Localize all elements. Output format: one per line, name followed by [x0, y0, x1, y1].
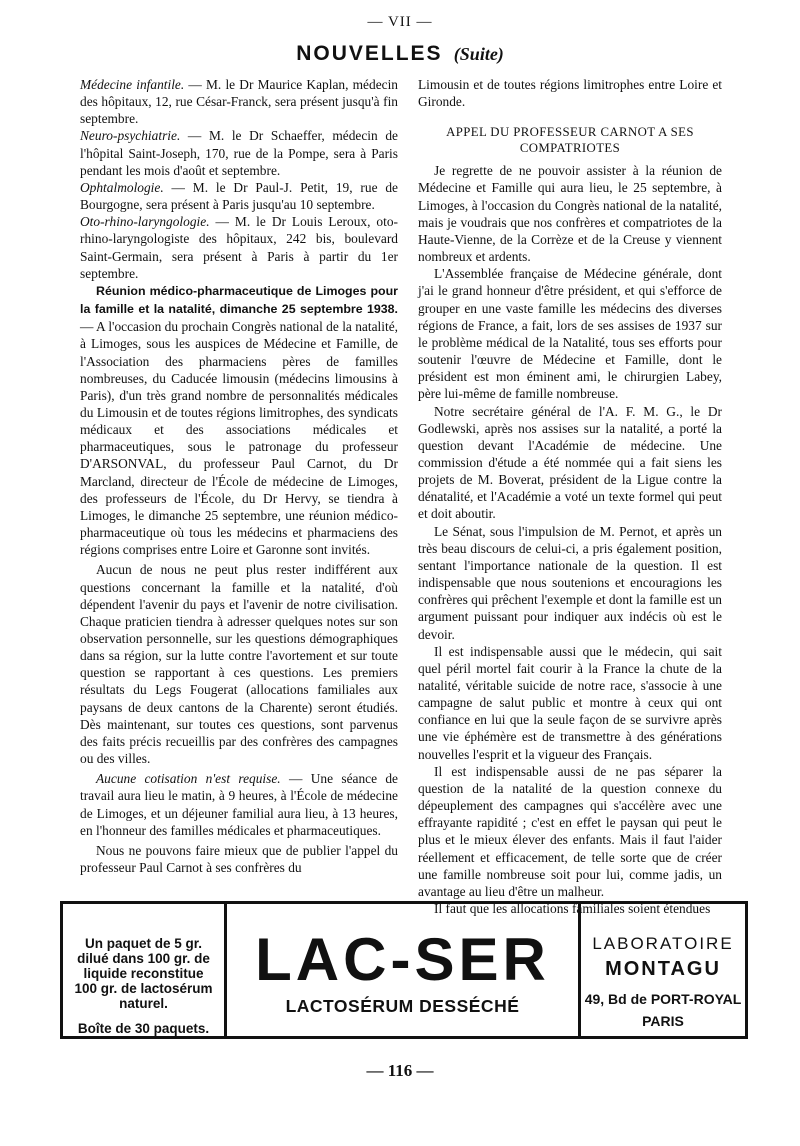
paragraph: Je regrette de ne pouvoir assister à la réunion de Médecine et Famille qui aura lieu, le 25 septembre, à Limoges, à l'occasion du Congrès national de la natalité, mais je voudrais que nos confrères et compatriotes de la Haute-Vienne, de la Corrèze et de la Creuse y viennent nombreux et ardents. — [418, 163, 722, 265]
section-title — [0, 41, 800, 66]
brand-subtitle: LACTOSÉRUM DESSÉCHÉ — [285, 996, 520, 1016]
paragraph: Le Sénat, sous l'impulsion de M. Pernot, et après un très beau discours de celui-ci, a pris également position, sentant l'importance nationale de la question. Il est indispensable que nous soutenions et encouragions les confrères qui prêchent l'exemple et dont la famille est un argument puissant pour indiquer aux indécis où est le devoir. — [418, 523, 722, 642]
paragraph: Il est indispensable aussi de ne pas séparer la question de la natalité de la question connexe du dépeuplement des campagnes qui s'accélère avec une effrayante rapidité ; c'est en effet le paysan qui peut le plus et le mieux élever des enfants. Mais il faut l'aider réellement et efficacement, de telle sorte que de créer une famille nombreuse soit pour lui, comme jadis, un avantage au lieu d'être un malheur. — [418, 763, 722, 899]
item-label: Médecine infantile. — [80, 77, 185, 92]
paragraph-continuation: Limousin et de toutes régions limitrophes entre Loire et Gironde. — [418, 77, 722, 110]
ad-packets: Boîte de 30 paquets. — [77, 1021, 210, 1036]
lab-city: PARIS — [642, 1013, 684, 1029]
paragraph: Notre secrétaire général de l'A. F. M. G., le Dr Godlewski, après nos assises sur la natalité, a porté la question devant l'Académie de médecine. Une commission d'étude a été nommée qui a fait siens les projets de M. Boverat, président de la Ligue contre la dénatalité, et l'Académie a voté un texte formel qui peut et doit aboutir. — [418, 403, 722, 522]
title-suite: (Suite) — [453, 44, 504, 64]
appeal-heading: APPEL DU PROFESSEUR CARNOT A SES COMPATRIOTES — [446, 125, 694, 156]
ad-brand-box — [227, 904, 581, 1036]
item-label: Aucune cotisation n'est requise. — [96, 771, 281, 787]
news-item-infantile: Médecine infantile. — M. le Dr Maurice Kaplan, médecin des hôpitaux, 12, rue César-Franck, sera présent jusqu'à fin septembre. — [80, 77, 398, 127]
lacser-advertisement — [60, 901, 748, 1039]
right-column — [418, 76, 722, 917]
ad-dosage-box: Un paquet de 5 gr. dilué dans 100 gr. de liquide reconstitue 100 gr. de lactosérum naturel. Boîte de 30 paquets. — [63, 904, 227, 1036]
news-item-ophtalmo: Ophtalmologie. — M. le Dr Paul-J. Petit, 19, rue de Bourgogne, sera présent à Paris jusqu'au 10 septembre. — [80, 179, 398, 213]
left-column — [80, 76, 398, 876]
reunion-heading: Réunion médico-pharmaceutique de Limoges pour la famille et la natalité, dimanche 25 septembre 1938. — [80, 283, 398, 317]
brand-name: LAC-SER — [255, 926, 550, 993]
paragraph: Nous ne pouvons faire mieux que de publier l'appel du professeur Paul Carnot à ses confrères du — [80, 842, 398, 876]
item-label: Neuro-psychiatrie. — [80, 128, 181, 144]
paragraph: L'Assemblée française de Médecine générale, dont j'ai le grand honneur d'être président, et qui s'efforce de grouper en une vaste famille les médecins des diverses régions de France, a fait, lors de ses assises de 1937 sur le problème médical de la Natalité, tous ses efforts pour soutenir l'œuvre de Médecine et Famille, dont le président est mon éminent ami, le chirurgien Labey, père lui-même de famille nombreuse. — [418, 266, 722, 402]
title-main: NOUVELLES — [296, 42, 443, 65]
news-item-cotisation: Aucune cotisation n'est requise. — Une séance de travail aura lieu le matin, à 9 heures, à l'École de médecine de Limoges, et un déjeuner familial aura lieu, à 13 heures, en l'honneur des familles médicales et pharmaceutiques. — [80, 771, 399, 838]
paragraph: Il est indispensable aussi que le médecin, qui sait quel péril mortel fait courir à la France la chute de la natalité, véritable suicide de notre race, s'associe à une campagne de salut public et montre à ceux qui ont confiance en lui que la seule façon de se survivre après une vie éphémère est de transmettre à des générations nouvelles l'esprit et la vigueur des Français. — [418, 643, 722, 762]
lab-name: MONTAGU — [605, 958, 721, 980]
ad-laboratory-box: LABORATOIRE MONTAGU 49, Bd de PORT-ROYAL PARIS — [581, 904, 745, 1036]
page-roman-numeral: — VII — — [367, 14, 433, 30]
news-item-reunion: Réunion médico-pharmaceutique de Limoges pour la famille et la natalité, dimanche 25 septembre 1938. — A l'occasion du prochain Congrès national de la natalité, à Limoges, sous les auspices de Médecine et Famille, de l'Association des pharmaciens pères de familles nombreuses, du Caducée limousin (médecins limousins à Paris), d'un très grand nombre de personnalités médicales du Limousin et de toutes régions limitrophes, des syndicats médicaux et des associations médicales et pharmaceutiques, sous le patronage du professeur D'ARSONVAL, du professeur Paul Carnot, du Dr Marcland, directeur de l'École de médecine de Limoges, des professeurs de l'École, du Dr Hervy, se tiendra à Limoges, le dimanche 25 septembre, une réunion médico-pharmaceutique où tous les médecins et pharmaciens des régions comprises entre Loire et Garonne sont invités. — [80, 283, 398, 558]
paragraph: Aucun de nous ne peut plus rester indifférent aux questions concernant la famille et la natalité, d'où dépendent l'avenir du pays et l'avenir de notre civilisation. Chaque praticien tiendra à adresser quelques notes sur son observation personnelle, sur les questions démographiques dans sa région, sur la lutte contre l'avortement et sur toute question se rapportant à ces questions. Les premiers résultats du Legs Fougerat (allocations familiales aux paysans de deux cantons de la Charente) seront étudiés. Dès maintenant, sur toutes ces questions, sont parvenus des faits précis recueillis par des confrères des campagnes ou des villes. — [80, 562, 398, 767]
news-item-orl: Oto-rhino-laryngologie. — M. le Dr Louis Leroux, oto-rhino-laryngologiste des hôpitaux, 242 bis, boulevard Saint-Germain, sera présent à Paris à partir du 1er septembre. — [80, 214, 398, 281]
item-label: Ophtalmologie. — [80, 179, 164, 195]
paragraph: Il faut que les allocations familiales soient étendues — [434, 901, 711, 917]
page-number: — 116 — — [366, 1061, 434, 1080]
item-label: Oto-rhino-laryngologie. — [80, 214, 210, 230]
lab-address: 49, Bd de PORT-ROYAL — [584, 991, 742, 1007]
news-item-neuro: Neuro-psychiatrie. — M. le Dr Schaeffer, médecin de l'hôpital Saint-Joseph, 170, rue de la Pompe, sera à Paris pendant les mois d'août et septembre. — [80, 128, 398, 178]
